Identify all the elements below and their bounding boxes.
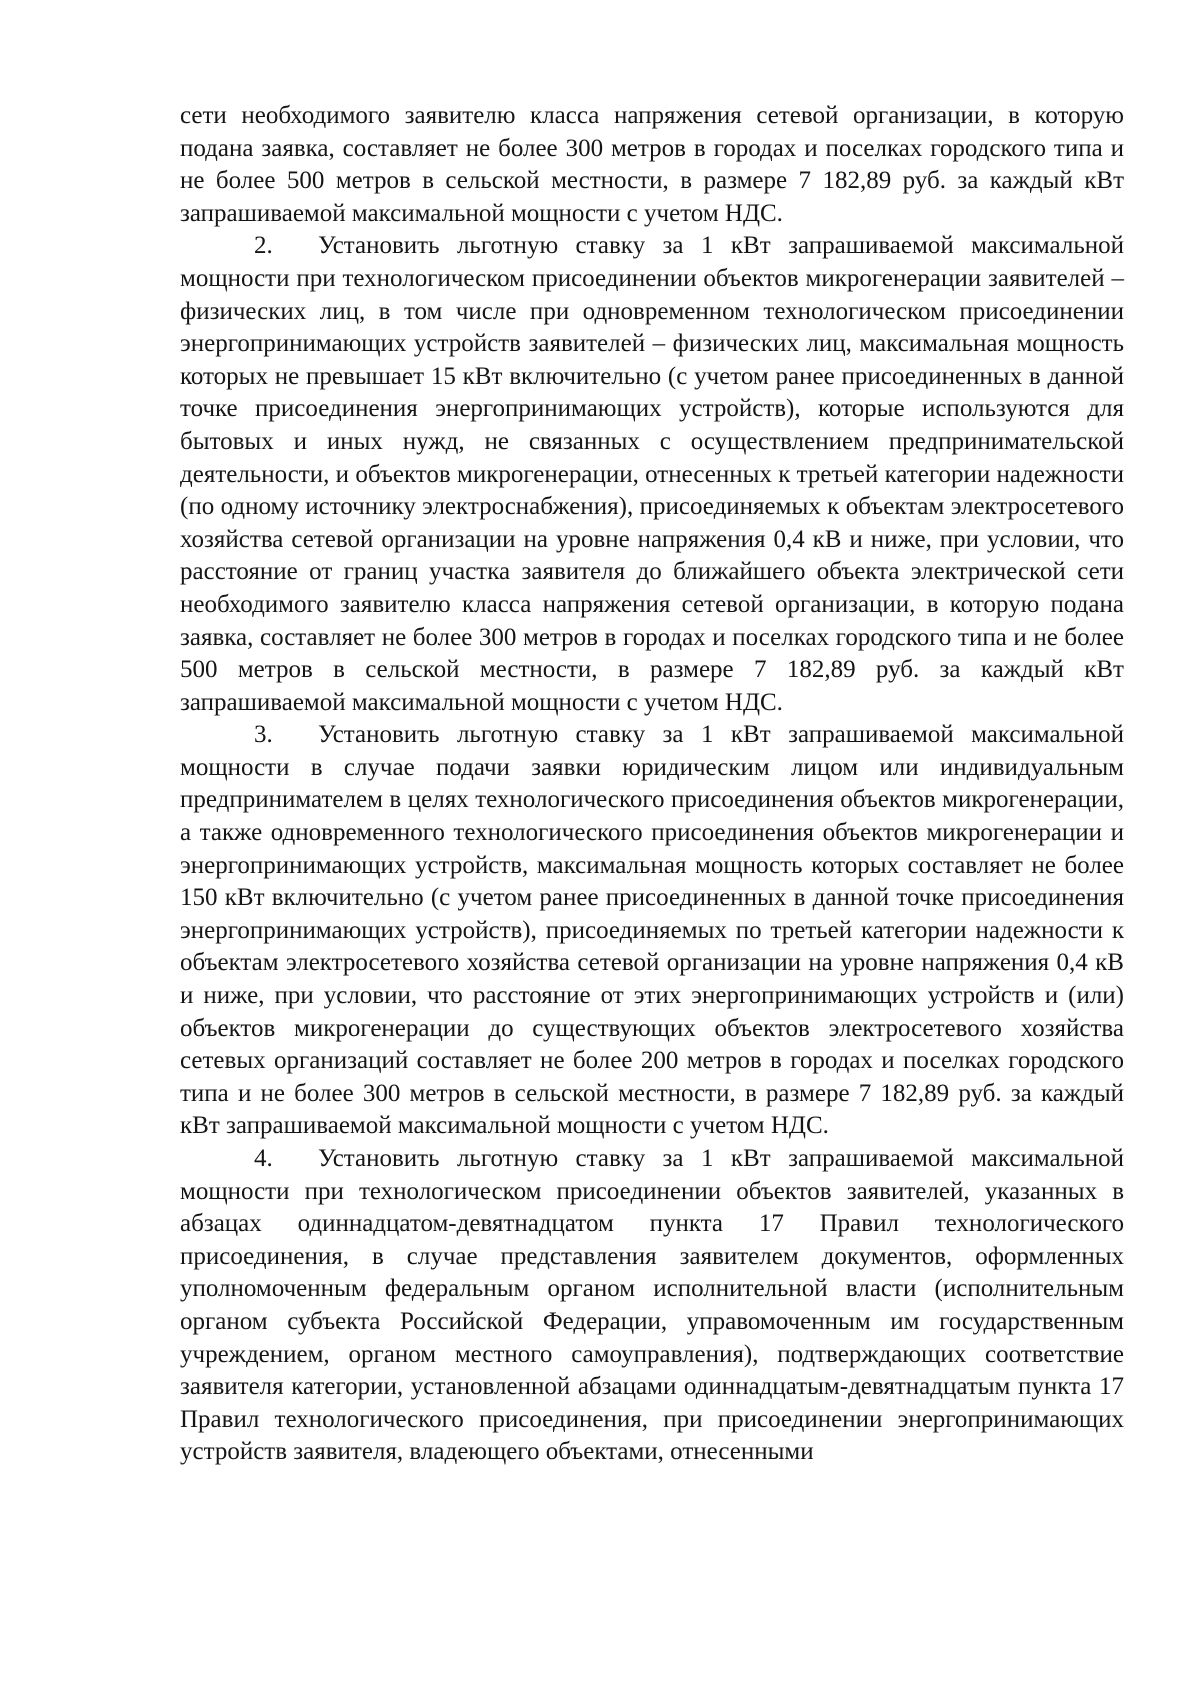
paragraph-continuation [180,100,1124,230]
paragraph-text: сети необходимого заявителю класса напряжения сетевой организации, в которую подана заявка, составляет не более 300 метров в городах и поселках городского типа и не более 500 метров в сельской местности, в размере 7 182,89 руб. за каждый кВт запрашиваемой максимальной мощности с учетом НДС. [180,102,1124,227]
paragraph-number: 4. [254,1145,273,1172]
paragraph-4 [180,1143,1124,1469]
paragraph-number: 2. [254,232,273,260]
paragraph-2 [180,230,1124,719]
paragraph-text: Установить льготную ставку за 1 кВт запрашиваемой максимальной мощности в случае подачи заявки юридическим лицом или индивидуальным предпринимателем в целях технологического присоединения объектов микрогенерации, а также одновременного технологического присоединения объектов микрогенерации и энергопринимающих устройств, максимальная мощность которых составляет не более 150 кВт включительно (с учетом ранее присоединенных в данной точке присоединения энергопринимающих устройств), присоединяемых по третьей категории надежности к объектам электросетевого хозяйства сетевой организации на уровне напряжения 0,4 кВ и ниже, при условии, что расстояние от этих энергопринимающих устройств и (или) объектов микрогенерации до существующих объектов электросетевого хозяйства сетевых организаций составляет не более 200 метров в городах и поселках городского типа и не более 300 метров в сельской местности, в размере 7 182,89 руб. за каждый кВт запрашиваемой максимальной мощности с учетом НДС. [180,721,1124,1140]
paragraph-3 [180,719,1124,1143]
document-body [180,100,1124,1469]
paragraph-text: Установить льготную ставку за 1 кВт запрашиваемой максимальной мощности при технологическом присоединении объектов заявителей, указанных в абзацах одиннадцатом-девятнадцатом пункта 17 Правил технологического присоединения, в случае представления заявителем документов, оформленных уполномоченным федеральным органом исполнительной власти (исполнительным органом субъекта Российской Федерации, управомоченным им государственным учреждением, органом местного самоуправления), подтверждающих соответствие заявителя категории, установленной абзацами одиннадцатым-девятнадцатым пункта 17 Правил технологического присоединения, при присоединении энергопринимающих устройств заявителя, владеющего объектами, отнесенными [180,1145,1124,1466]
paragraph-text: Установить льготную ставку за 1 кВт запрашиваемой максимальной мощности при технологическом присоединении объектов микрогенерации заявителей – физических лиц, в том числе при одновременном технологическом присоединении энергопринимающих устройств заявителей – физических лиц, максимальная мощность которых не превышает 15 кВт включительно (с учетом ранее присоединенных в данной точке присоединения энергопринимающих устройств), которые используются для бытовых и иных нужд, не связанных с осуществлением предпринимательской деятельности, и объектов микрогенерации, отнесенных к третьей категории надежности (по одному источнику электроснабжения), присоединяемых к объектам электросетевого хозяйства сетевой организации на уровне напряжения 0,4 кВ и ниже, при условии, что расстояние от границ участка заявителя до ближайшего объекта электрической сети необходимого заявителю класса напряжения сетевой организации, в которую подана заявка, составляет не более 300 метров в городах и поселках городского типа и не более 500 метров в сельской местности, в размере 7 182,89 руб. за каждый кВт запрашиваемой максимальной мощности с учетом НДС. [180,232,1124,716]
paragraph-number: 3. [254,721,273,749]
